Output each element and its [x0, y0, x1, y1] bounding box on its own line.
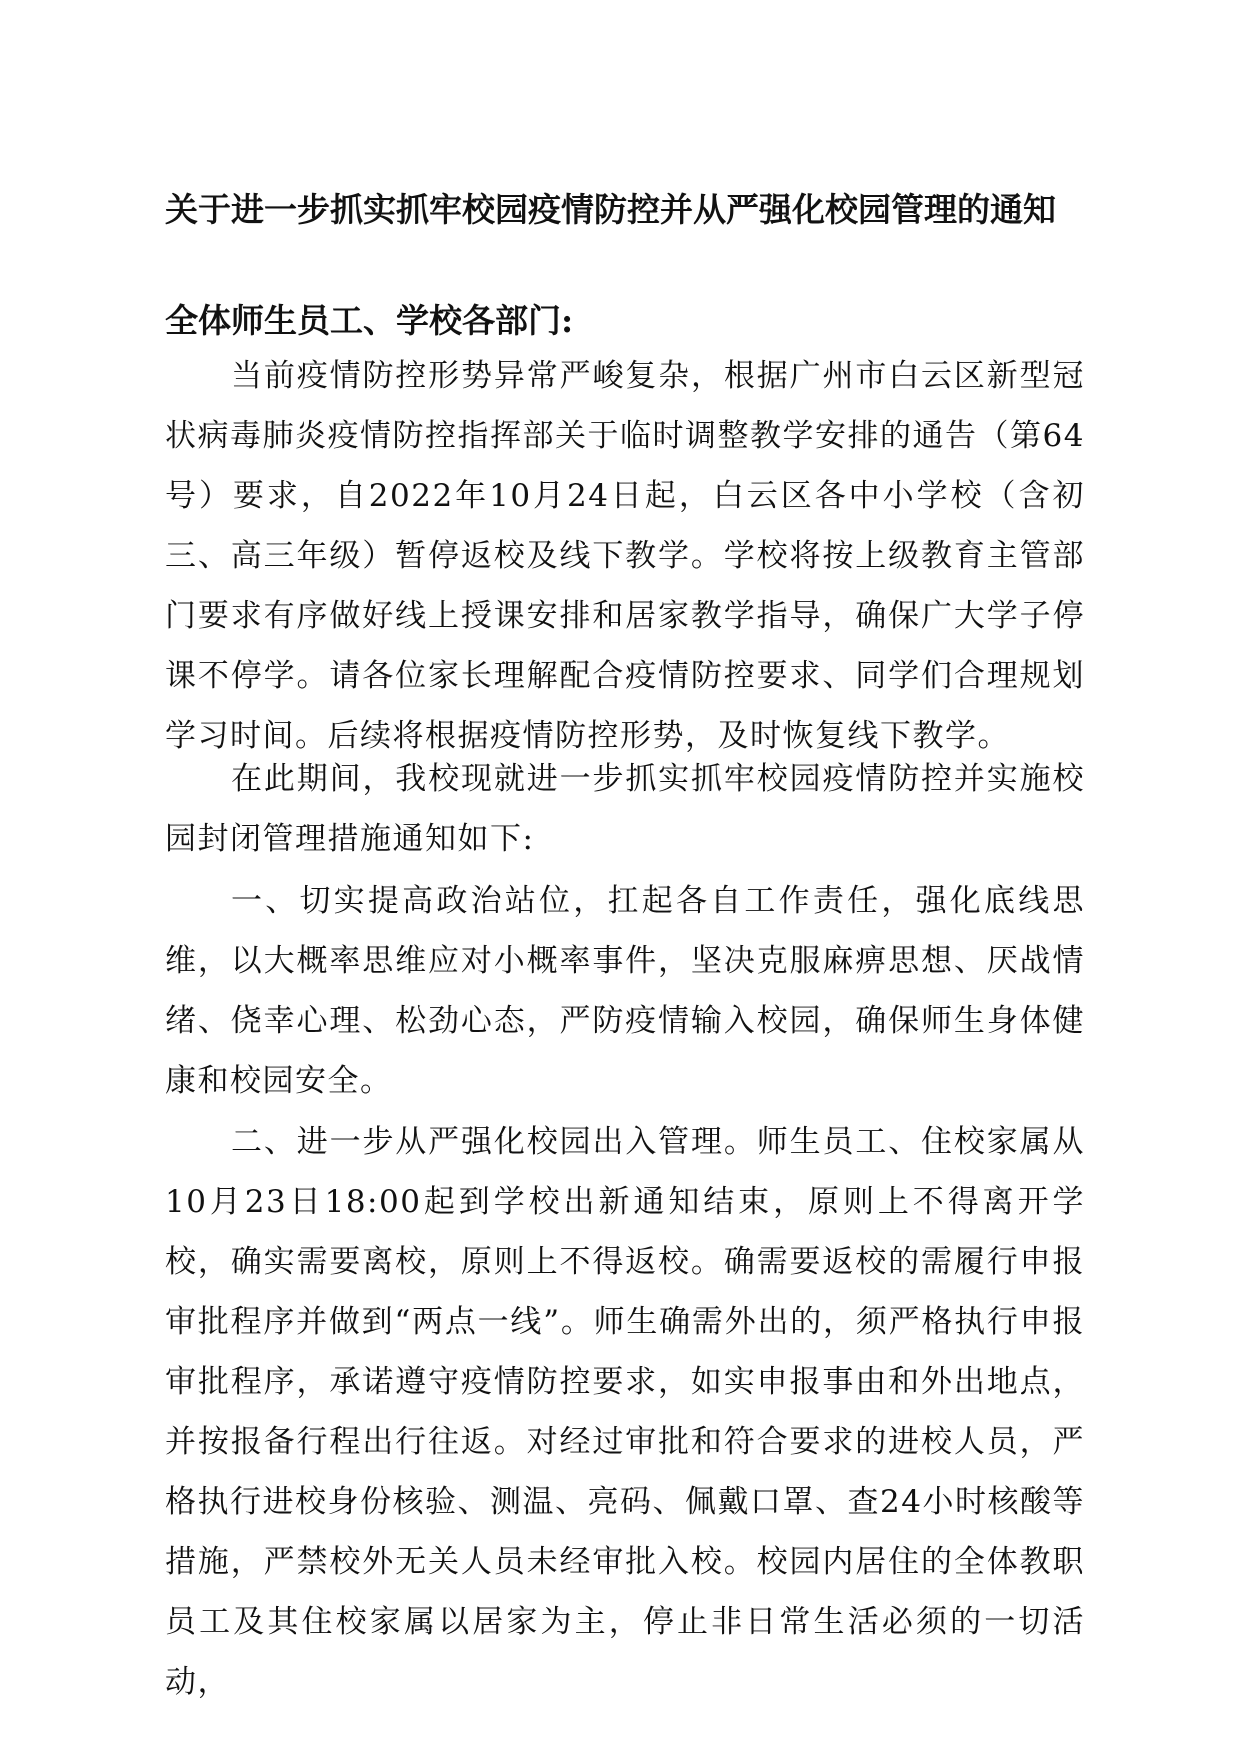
paragraph: 在此期间，我校现就进一步抓实抓牢校园疫情防控并实施校园封闭管理措施通知如下: [165, 761, 1085, 857]
paragraph: 一、切实提高政治站位，扛起各自工作责任，强化底线思维，以大概率思维应对小概率事件，坚决克服麻痹思想、厌战情绪、侥幸心理、松劲心态，严防疫情输入校园，确保师生身体健康和校园安全。 [165, 883, 1085, 1099]
document-title: 关于进一步抓实抓牢校园疫情防控并从严强化校园管理的通知 [165, 190, 1056, 229]
salutation: 全体师生员工、学校各部门: [165, 301, 574, 340]
paragraph: 当前疫情防控形势异常严峻复杂，根据广州市白云区新型冠状病毒肺炎疫情防控指挥部关于临时调整教学安排的通告（第64号）要求，自2022年10月24日起，白云区各中小学校（含初三、高三年级）暂停返校及线下教学。学校将按上级教育主管部门要求有序做好线上授课安排和居家教学指导，确保广大学子停课不停学。请各位家长理解配合疫情防控要求、同学们合理规划学习时间。后续将根据疫情防控形势，及时恢复线下教学。 [165, 358, 1085, 754]
paragraph: 二、进一步从严强化校园出入管理。师生员工、住校家属从10月23日18:00起到学校出新通知结束，原则上不得离开学校，确实需要离校，原则上不得返校。确需要返校的需履行申报审批程序并做到“两点一线”。师生确需外出的，须严格执行申报审批程序，承诺遵守疫情防控要求，如实申报事由和外出地点，并按报备行程出行往返。对经过审批和符合要求的进校人员，严格执行进校身份核验、测温、亮码、佩戴口罩、查24小时核酸等措施，严禁校外无关人员未经审批入校。校园内居住的全体教职员工及其住校家属以居家为主，停止非日常生活必须的一切活动， [165, 1124, 1085, 1700]
